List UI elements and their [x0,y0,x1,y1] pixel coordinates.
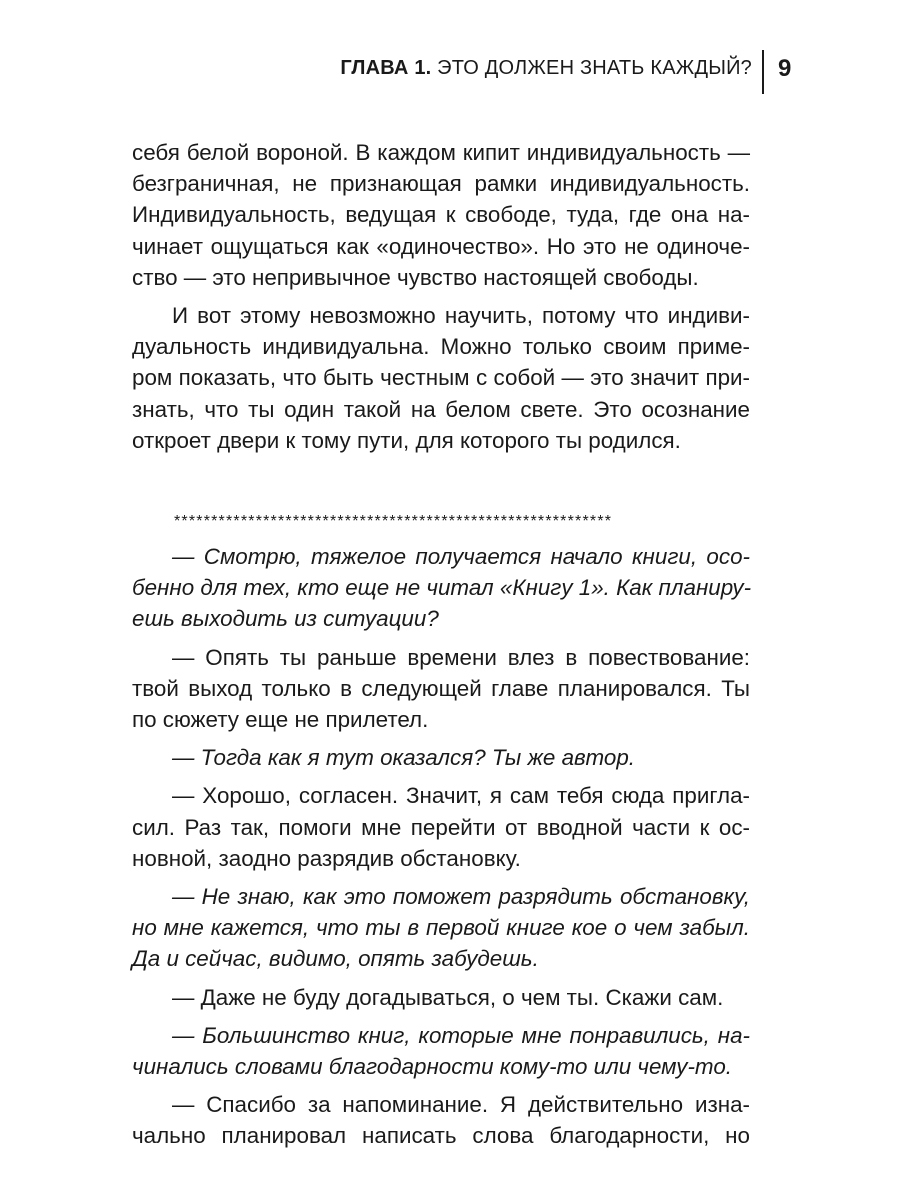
text-line: — Опять ты раньше времени влез в повествование: [172,644,750,670]
body-text [132,137,750,1152]
text-line: — Даже не буду догадываться, о чем ты. Скажи сам. [172,984,724,1010]
dialogue-line [132,881,750,975]
chapter-heading [340,57,752,80]
text-line: чально планировал написать слова благодарности, но [132,1123,750,1149]
narrative-section [132,137,750,456]
text-line: сил. Раз так, помоги мне перейти от вводной части к ос- [132,814,750,840]
text-line: себя белой вороной. В каждом кипит индивидуальность — [132,140,750,165]
text-line: по сюжету еще не прилетел. [132,707,429,733]
dialogue-line [132,541,750,635]
header-divider [762,50,764,94]
text-line: — Не знаю, как это поможет разрядить обстановку, [172,884,750,910]
text-line: — Спасибо за напоминание. Я действительно изна- [172,1092,750,1118]
dialogue-line [132,742,750,773]
text-line: Да и сейчас, видимо, опять забудешь. [132,946,539,972]
text-line: безграничная, не признающая рамки индивидуальность. [132,171,750,197]
text-line: — Хорошо, согласен. Значит, я сам тебя сюда пригла- [172,783,750,809]
text-line: чинались словами благодарности кому-то или чему-то. [132,1054,732,1080]
dialogue-line [132,1020,750,1082]
chapter-title: ЭТО ДОЛЖЕН ЗНАТЬ КАЖДЫЙ? [437,57,752,79]
text-line: ешь выходить из ситуации? [132,606,439,632]
text-line: ство — это непривычное чувство настоящей свободы. [132,264,699,290]
text-line: — Большинство книг, которые мне понравились, на- [172,1022,750,1048]
running-head [0,50,900,94]
paragraph [132,137,750,293]
dialogue-line [132,1089,750,1151]
paragraph [132,300,750,456]
text-line: дуальность индивидуальна. Можно только своим приме- [132,334,750,360]
dialogue-line [132,982,750,1013]
dialogue-line [132,642,750,736]
text-line: бенно для тех, кто еще не читал «Книгу 1». Как планиру- [132,575,752,601]
text-line: ром показать, что быть честным с собой — это значит при- [132,365,750,391]
section-separator: *********************************************************** [174,513,613,531]
text-line: твой выход только в следующей главе планировался. Ты [132,675,750,701]
dialogue-section [132,541,750,1152]
text-line: И вот этому невозможно научить, потому что индиви- [172,303,750,329]
text-line: откроет двери к тому пути, для которого ты родился. [132,427,681,453]
text-line: но мне кажется, что ты в первой книге кое о чем забыл. [132,915,750,941]
text-line: знать, что ты один такой на белом свете. Это осознание [132,396,750,422]
dialogue-line [132,780,750,874]
text-line: — Тогда как я тут оказался? Ты же автор. [172,745,635,771]
text-line: чинает ощущаться как «одиночество». Но это не одиноче- [132,233,750,259]
text-line: Индивидуальность, ведущая к свободе, туда, где она на- [132,202,750,228]
page-number: 9 [778,55,792,82]
chapter-label: ГЛАВА 1. [340,57,432,79]
text-line: — Смотрю, тяжелое получается начало книги, осо- [172,544,750,570]
text-line: новной, заодно разрядив обстановку. [132,845,521,871]
